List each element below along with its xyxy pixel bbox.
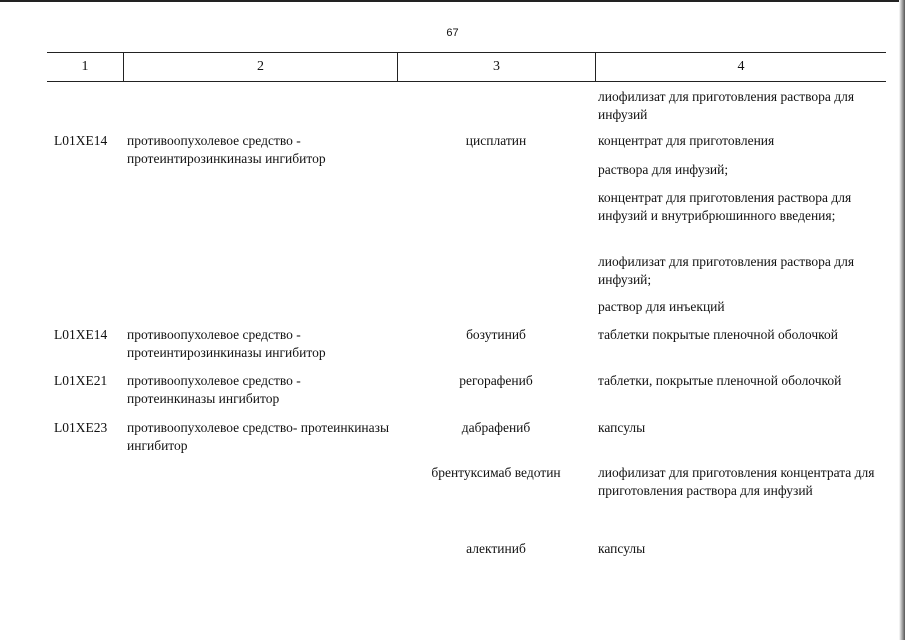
dosage-form: лиофилизат для приготовления концентрата для приготовления раствора для инфузий [598,465,875,498]
dosage-form: капсулы [598,420,646,435]
dosage-form: концентрат для приготовления [598,133,775,148]
header-col-3: 3 [493,59,500,74]
atc-code: L01XE23 [54,420,108,435]
pharmacological-group: противоопухолевое средство - протеинтирозинкиназы ингибитор [127,327,326,360]
scan-right-edge [899,0,905,640]
drug-name: цисплатин [465,133,527,148]
drug-name: регорафениб [459,373,533,388]
header-col-4: 4 [737,59,745,74]
atc-code: L01XE21 [54,373,108,388]
header-col-2: 2 [257,59,264,74]
dosage-form: лиофилизат для приготовления раствора для инфузий; [598,254,855,287]
atc-code: L01XE14 [54,327,108,342]
dosage-form: концентрат для приготовления раствора для инфузий и внутрибрюшинного введения; [598,190,852,223]
dosage-form: лиофилизат для приготовления раствора для инфузий [598,89,855,122]
drug-name: бозутиниб [466,327,526,342]
dosage-form: капсулы [598,541,646,556]
header-col-1: 1 [81,59,89,74]
dosage-form: раствор для инъекций [598,299,725,314]
scan-top-edge [0,0,905,2]
dosage-form: таблетки покрытые пленочной оболочкой [598,327,838,342]
drug-name: алектиниб [466,541,526,556]
dosage-form: таблетки, покрытые пленочной оболочкой [598,373,842,388]
dosage-form: раствора для инфузий; [598,162,729,177]
page-number: 67 [446,27,459,39]
pharmacological-group: противоопухолевое средство- протеинкиназы ингибитор [127,420,390,453]
table-header [47,52,886,82]
atc-code: L01XE14 [54,133,108,148]
drug-name: дабрафениб [461,420,531,435]
pharmacological-group: противоопухолевое средство - протеинтирозинкиназы ингибитор [127,133,326,166]
drug-name: брентуксимаб ведотин [431,465,561,480]
pharmacological-group: противоопухолевое средство - протеинкиназы ингибитор [127,373,301,406]
